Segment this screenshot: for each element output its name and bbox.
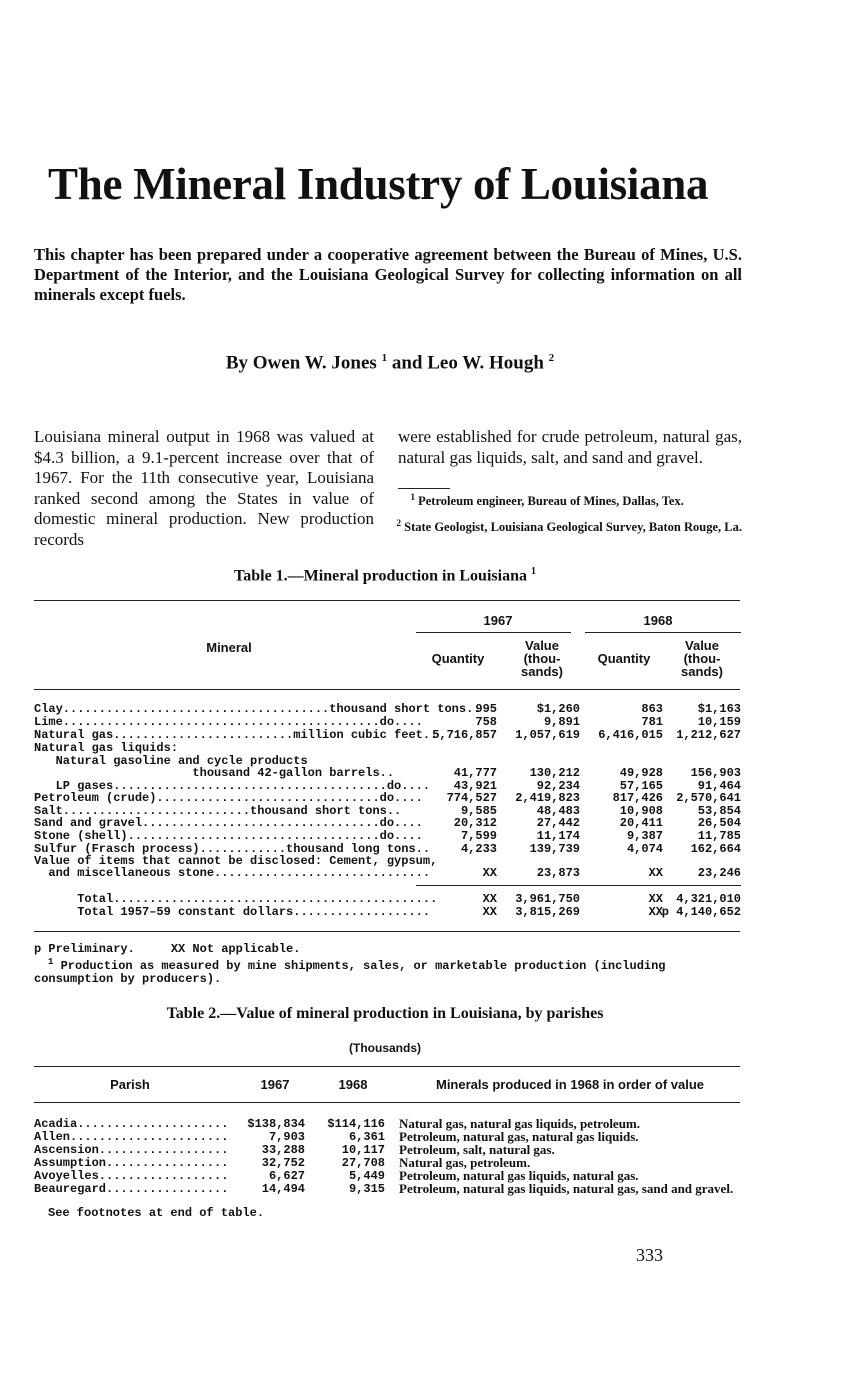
body-text-right: were established for crude petroleum, natural gas, natural gas liquids, salt, and sand and gravel. [398, 427, 742, 467]
table1-row-q67: 41,777 [453, 766, 497, 780]
author-2: and Leo W. Hough [391, 352, 544, 374]
footnote-2-mark: 2 [396, 518, 401, 528]
table2-note: See footnotes at end of table. [48, 1206, 265, 1220]
table1-total-q67: XX [482, 905, 497, 919]
table1-header-1968: 1968 [643, 613, 673, 628]
table2-row-minerals: Petroleum, salt, natural gas. [399, 1142, 555, 1157]
table1-total-label: Total............................................. [34, 892, 438, 906]
table1-row-q68: 863 [641, 702, 663, 716]
table2-row-1967: 33,288 [261, 1143, 305, 1157]
table2-caption: Table 2.—Value of mineral production in Louisiana, by parishes [166, 1005, 604, 1022]
table1-header-value-68: Value (thou-sands) [681, 638, 723, 679]
table2-row-1968: 10,117 [341, 1143, 385, 1157]
table1-header-quantity-67: Quantity [431, 651, 485, 666]
table1-bottom-rule [34, 931, 740, 932]
table1-row-label: thousand 42-gallon barrels.. [34, 766, 395, 780]
author-line [0, 352, 780, 374]
table1-total-v68: p 4,140,652 [661, 905, 741, 919]
table2-header-parish: Parish [110, 1077, 150, 1092]
table2-subcaption: (Thousands) [349, 1041, 421, 1055]
table2-header-minerals: Minerals produced in 1968 in order of value [435, 1077, 705, 1092]
table1-row-q68: 781 [641, 715, 663, 729]
table1-row-q67: 20,312 [453, 816, 497, 830]
table1-row-v68: 26,504 [697, 816, 741, 830]
table2-row-minerals: Petroleum, natural gas liquids, natural gas, sand and gravel. [399, 1181, 734, 1196]
author-1-mark: 1 [381, 352, 388, 364]
table1-row-v67: $1,260 [536, 702, 580, 716]
table1-total-rule [416, 885, 741, 886]
table1-row-v68: 156,903 [690, 766, 741, 780]
table1-header-mineral: Mineral [206, 640, 252, 655]
table2-row-minerals: Natural gas, natural gas liquids, petroleum. [399, 1116, 641, 1131]
table1-row-label: Clay.....................................thousand short tons.. [34, 702, 481, 716]
table2-row-minerals: Petroleum, natural gas liquids, natural gas. [399, 1168, 639, 1183]
table1-note-preliminary: p Preliminary. XX Not applicable. [34, 942, 301, 956]
table2-row-1967: 6,627 [268, 1169, 305, 1183]
table1-row-v68: $1,163 [697, 702, 741, 716]
table1-note-1-text: Production as measured by mine shipments, sales, or marketable production (including consumption by producers). [34, 959, 666, 986]
table2-row-1967: 7,903 [268, 1130, 305, 1144]
table1-row-v68: 91,464 [697, 779, 741, 793]
table1-1967-rule [416, 632, 571, 633]
table1-row-q68: XX [648, 866, 663, 880]
table1-total-v67: 3,961,750 [515, 892, 580, 906]
table1-total-q68: XX [648, 905, 663, 919]
table1-row-v68: 10,159 [697, 715, 741, 729]
table1-row-label: Petroleum (crude)...............................do.... [34, 791, 423, 805]
table1-row-v68: 23,246 [697, 866, 741, 880]
table1-row-v67: 48,483 [536, 804, 580, 818]
table2-row-parish: Ascension.................. [34, 1143, 229, 1157]
table2-row-1967: 14,494 [261, 1182, 305, 1196]
table1-caption [0, 566, 770, 585]
table2-row-1967: 32,752 [261, 1156, 305, 1170]
table1-total-q68: XX [648, 892, 663, 906]
footnote-1 [398, 490, 742, 508]
table1-row-label: Natural gas.........................million cubic feet.. [34, 728, 438, 742]
table1-row-v67: 1,057,619 [515, 728, 580, 742]
table1-row-label: and miscellaneous stone.............................. [34, 866, 431, 880]
body-text-left: Louisiana mineral output in 1968 was valued at $4.3 billion, a 9.1-percent increase over that of 1967. For the 11th consecutive year, Louisiana ranked second among the States in value of domestic mineral production. New production records [34, 427, 374, 549]
table1-row-q67: 774,527 [446, 791, 497, 805]
table2-row-parish: Allen...................... [34, 1130, 229, 1144]
table1-row-label: Salt..........................thousand short tons.. [34, 804, 402, 818]
table1-row-v68: 53,854 [697, 804, 741, 818]
table1-row-q68: 9,387 [626, 829, 663, 843]
table1-row-v68: 11,785 [697, 829, 741, 843]
table1-row-q68: 20,411 [619, 816, 663, 830]
table1-note-1-mark: 1 [48, 957, 54, 967]
table2-row-1968: 27,708 [341, 1156, 385, 1170]
table2-row-1968: 5,449 [348, 1169, 385, 1183]
table1-row-q67: 4,233 [460, 842, 497, 856]
table1-row-q68: 817,426 [612, 791, 663, 805]
table1-row-q68: 4,074 [626, 842, 663, 856]
table1-header-value-67: Value (thou-sands) [521, 638, 563, 679]
table1-row-label: Value of items that cannot be disclosed: Cement, gypsum, [34, 854, 438, 868]
table1-row-v67: 27,442 [536, 816, 580, 830]
table2-header-rule [34, 1102, 740, 1103]
table1-row-v67: 92,234 [536, 779, 580, 793]
table1-row-label: Stone (shell)...................................do.... [34, 829, 423, 843]
table2-row-parish: Acadia..................... [34, 1117, 229, 1131]
table1-row-v67: 23,873 [536, 866, 580, 880]
table2-row-parish: Avoyelles.................. [34, 1169, 229, 1183]
table2-row-1968: $114,116 [327, 1117, 385, 1131]
table2-row-parish: Beauregard................. [34, 1182, 229, 1196]
page-number: 333 [636, 1245, 663, 1265]
table1-total-v68: 4,321,010 [676, 892, 741, 906]
table1-row-q67: 758 [475, 715, 497, 729]
footnote-2-text: State Geologist, Louisiana Geological Survey, Baton Rouge, La. [404, 520, 742, 535]
footnote-1-mark: 1 [410, 492, 415, 502]
table1-row-v67: 139,739 [529, 842, 580, 856]
table1-row-v67: 11,174 [536, 829, 580, 843]
table2-header-1967: 1967 [260, 1077, 290, 1092]
table1-row-q68: 6,416,015 [598, 728, 663, 742]
table1-row-v68: 1,212,627 [676, 728, 741, 742]
table1-row-q67: 43,921 [453, 779, 497, 793]
table1-row-label: Sulfur (Frasch process)............thousand long tons.. [34, 842, 431, 856]
table1-header-1967: 1967 [483, 613, 513, 628]
table1-row-label: Natural gas liquids: [34, 741, 179, 755]
table1-note-1 [34, 956, 744, 986]
table2-row-1967: $138,834 [247, 1117, 305, 1131]
footnote-divider [398, 488, 450, 489]
table1-total-q67: XX [482, 892, 497, 906]
table1-header-rule [34, 689, 740, 690]
table1-row-v68: 162,664 [690, 842, 741, 856]
table2-top-rule [34, 1066, 740, 1067]
table1-row-label: Natural gasoline and cycle products [34, 754, 308, 768]
page-title: The Mineral Industry of Louisiana [48, 159, 709, 209]
table1-row-v67: 130,212 [529, 766, 580, 780]
table1-caption-mark: 1 [530, 566, 536, 577]
footnote-1-text: Petroleum engineer, Bureau of Mines, Dallas, Tex. [418, 494, 684, 509]
table2-row-minerals: Petroleum, natural gas, natural gas liquids. [399, 1129, 639, 1144]
author-1: By Owen W. Jones [225, 352, 377, 374]
table2-row-1968: 6,361 [348, 1130, 385, 1144]
table1-1968-rule [585, 632, 741, 633]
table1-row-v68: 2,570,641 [676, 791, 741, 805]
table1-row-q67: 5,716,857 [432, 728, 497, 742]
table1-caption-text: Table 1.—Mineral production in Louisiana [234, 567, 527, 585]
table1-row-q68: 10,908 [619, 804, 663, 818]
table1-row-q67: 7,599 [460, 829, 497, 843]
table1-row-v67: 9,891 [543, 715, 580, 729]
table1-row-label: LP gases......................................do.... [34, 779, 431, 793]
table1-top-rule [34, 600, 740, 601]
table1-row-q67: 9,585 [460, 804, 497, 818]
table1-row-q68: 49,928 [619, 766, 663, 780]
table1-row-label: Sand and gravel.................................do.... [34, 816, 423, 830]
table1-row-q67: 995 [475, 702, 497, 716]
table2-header-1968: 1968 [338, 1077, 368, 1092]
table2-row-minerals: Natural gas, petroleum. [399, 1155, 531, 1170]
table1-row-q67: XX [482, 866, 497, 880]
author-2-mark: 2 [548, 352, 555, 364]
footnote-2 [384, 516, 742, 534]
table1-header-quantity-68: Quantity [597, 651, 651, 666]
table1-total-v67: 3,815,269 [515, 905, 580, 919]
table2-row-parish: Assumption................. [34, 1156, 229, 1170]
intro-paragraph: This chapter has been prepared under a cooperative agreement between the Bureau of Mines, U.S. Department of the Interior, and the Louisiana Geological Survey for collecting information on all minerals except fuels. [34, 245, 742, 304]
table1-row-q68: 57,165 [619, 779, 663, 793]
table1-row-label: Lime............................................do.... [34, 715, 423, 729]
table1-row-v67: 2,419,823 [515, 791, 580, 805]
table1-total-label: Total 1957–59 constant dollars................... [34, 905, 431, 919]
table2-row-1968: 9,315 [348, 1182, 385, 1196]
